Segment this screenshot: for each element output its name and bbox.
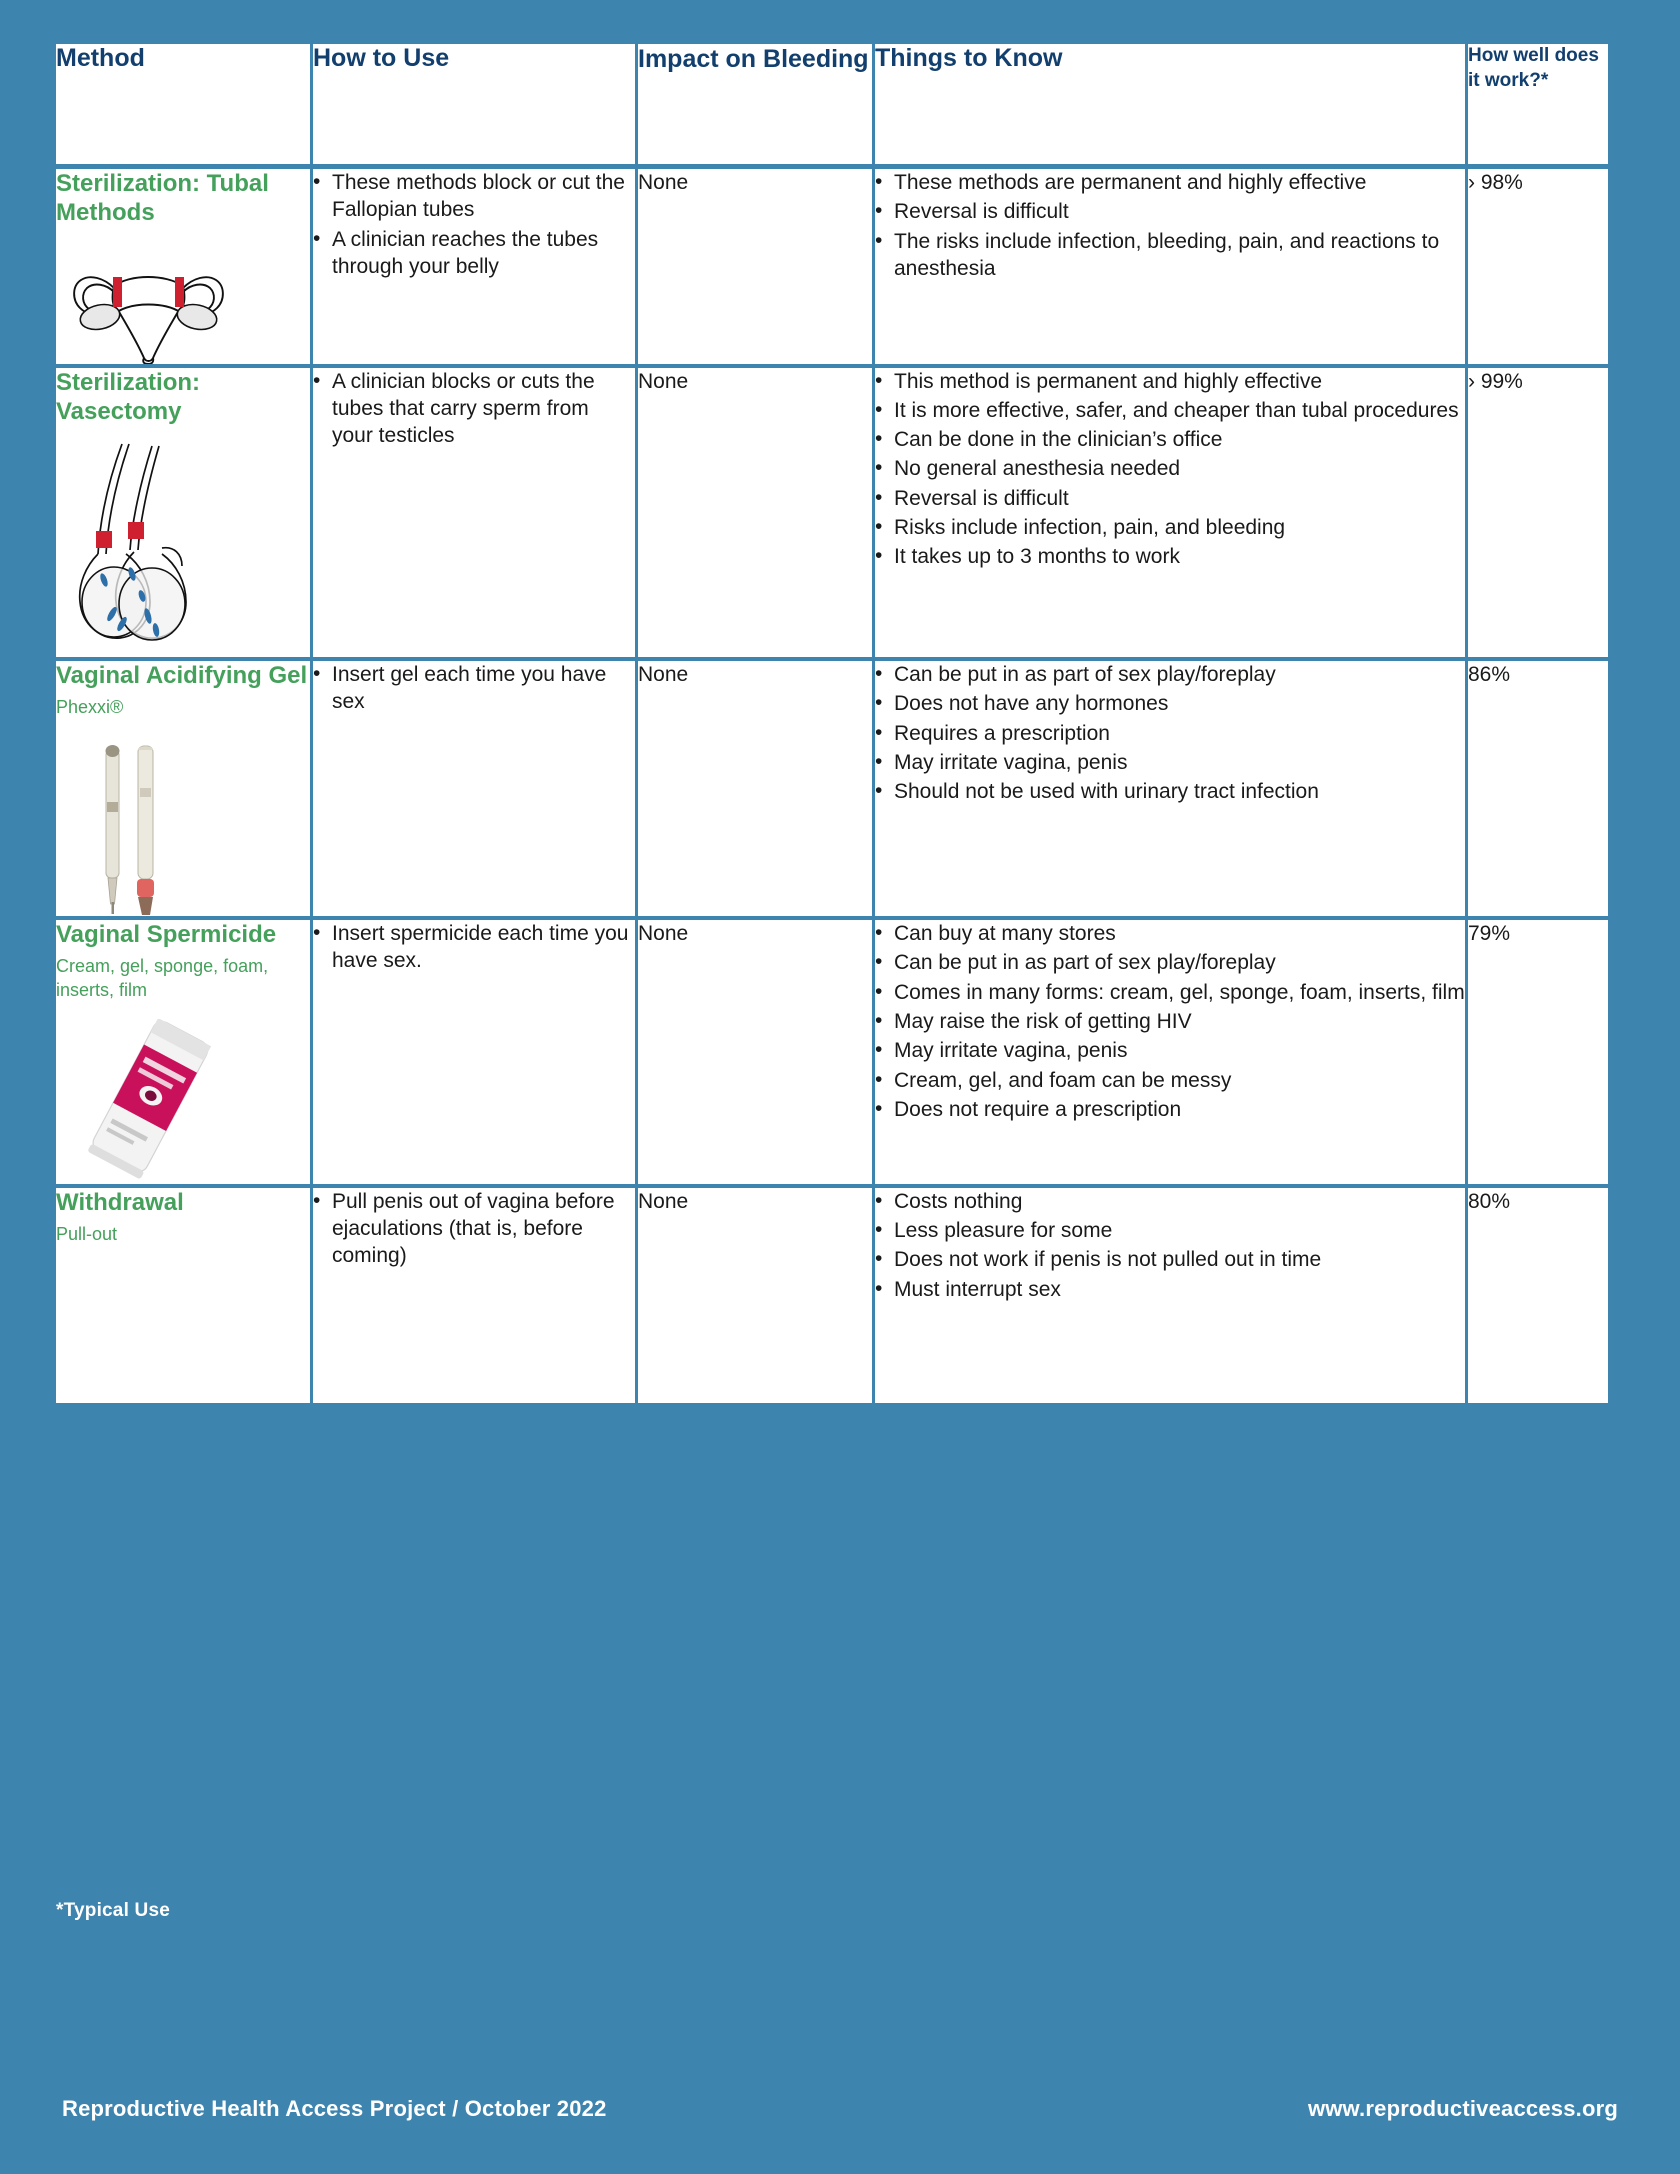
- list-item: • Less pleasure for some: [875, 1217, 1465, 1244]
- efficacy-cell: [1468, 661, 1608, 920]
- how-to-use-cell: [313, 661, 638, 920]
- list-item: • Must interrupt sex: [875, 1276, 1465, 1303]
- things-to-know-cell: [875, 920, 1468, 1188]
- typical-use-footnote: *Typical Use: [56, 1900, 170, 1921]
- methods-table-container: [56, 44, 1608, 1403]
- how-to-use-cell: [313, 920, 638, 1188]
- list-item: • Insert gel each time you have sex: [313, 661, 635, 716]
- list-item: • This method is permanent and highly effective: [875, 368, 1465, 395]
- list-item: • Can be put in as part of sex play/foreplay: [875, 661, 1465, 688]
- header-row: [56, 44, 1608, 169]
- list-item: • Comes in many forms: cream, gel, sponge, foam, inserts, film: [875, 979, 1465, 1006]
- method-cell: [56, 920, 313, 1188]
- efficacy-value: › 99%: [1468, 369, 1523, 393]
- list-item: • Does not work if penis is not pulled out in time: [875, 1246, 1465, 1273]
- list-item: • Requires a prescription: [875, 720, 1465, 747]
- efficacy-cell: [1468, 920, 1608, 1188]
- impact-value: None: [638, 1189, 689, 1213]
- how-to-use-list: [313, 920, 635, 975]
- things-to-know-list: [875, 169, 1465, 282]
- list-item: • Can buy at many stores: [875, 920, 1465, 947]
- how-to-use-list: [313, 169, 635, 280]
- how-to-use-list: [313, 661, 635, 716]
- impact-cell: [638, 920, 875, 1188]
- list-item: • Can be done in the clinician’s office: [875, 426, 1465, 453]
- list-item: • Risks include infection, pain, and bleeding: [875, 514, 1465, 541]
- things-to-know-list: [875, 661, 1465, 805]
- method-subtitle: Cream, gel, sponge, foam, inserts, film: [56, 956, 269, 1001]
- column-header-impact-on-bleeding: Impact on Bleeding: [638, 44, 875, 169]
- gel-applicators-icon: [56, 736, 310, 916]
- method-title: Vaginal Spermicide: [56, 921, 277, 949]
- efficacy-value: 80%: [1468, 1189, 1511, 1213]
- vas-deferens-testicles-icon: [56, 442, 310, 657]
- contraception-methods-table: [56, 44, 1608, 1403]
- things-to-know-cell: [875, 661, 1468, 920]
- list-item: • Costs nothing: [875, 1188, 1465, 1215]
- list-item: • A clinician reaches the tubes through your belly: [313, 226, 635, 281]
- impact-value: None: [638, 369, 689, 393]
- things-to-know-cell: [875, 368, 1468, 662]
- things-to-know-cell: [875, 169, 1468, 368]
- list-item: • A clinician blocks or cuts the tubes that carry sperm from your testicles: [313, 368, 635, 450]
- things-to-know-list: [875, 368, 1465, 571]
- list-item: • Reversal is difficult: [875, 198, 1465, 225]
- list-item: • The risks include infection, bleeding, pain, and reactions to anesthesia: [875, 228, 1465, 283]
- impact-cell: [638, 1188, 875, 1403]
- table-row: [56, 661, 1608, 920]
- list-item: • Can be put in as part of sex play/foreplay: [875, 949, 1465, 976]
- footer-organization-and-date: Reproductive Health Access Project / October 2022: [62, 2096, 607, 2121]
- how-to-use-list: [313, 1188, 635, 1270]
- list-item: • It is more effective, safer, and cheaper than tubal procedures: [875, 397, 1465, 424]
- things-to-know-list: [875, 1188, 1465, 1303]
- column-header-things-to-know: Things to Know: [875, 44, 1468, 169]
- efficacy-cell: [1468, 368, 1608, 662]
- table-row: [56, 1188, 1608, 1403]
- column-header-how-well-does-it-work: How well does it work?*: [1468, 44, 1608, 169]
- footer-website-url[interactable]: www.reproductiveaccess.org: [1307, 2096, 1618, 2121]
- things-to-know-list: [875, 920, 1465, 1123]
- how-to-use-list: [313, 368, 635, 450]
- impact-cell: [638, 661, 875, 920]
- list-item: • Insert spermicide each time you have sex.: [313, 920, 635, 975]
- list-item: • Reversal is difficult: [875, 485, 1465, 512]
- efficacy-value: 86%: [1468, 663, 1511, 687]
- list-item: • Does not require a prescription: [875, 1096, 1465, 1123]
- column-header-how-to-use: How to Use: [313, 44, 638, 169]
- table-body: [56, 169, 1608, 1403]
- list-item: • Pull penis out of vagina before ejaculations (that is, before coming): [313, 1188, 635, 1270]
- table-row: [56, 169, 1608, 368]
- table-header: [56, 44, 1608, 169]
- impact-cell: [638, 368, 875, 662]
- method-subtitle: Pull-out: [56, 1224, 118, 1245]
- efficacy-cell: [1468, 169, 1608, 368]
- table-row: [56, 920, 1608, 1188]
- method-cell: [56, 661, 313, 920]
- how-to-use-cell: [313, 169, 638, 368]
- list-item: • Cream, gel, and foam can be messy: [875, 1067, 1465, 1094]
- list-item: • May irritate vagina, penis: [875, 1037, 1465, 1064]
- method-cell: [56, 169, 313, 368]
- method-title: Sterilization: Tubal Methods: [56, 170, 269, 227]
- table-row: [56, 368, 1608, 662]
- efficacy-value: › 98%: [1468, 171, 1523, 194]
- impact-value: None: [638, 663, 689, 687]
- list-item: • These methods are permanent and highly effective: [875, 169, 1465, 196]
- list-item: • May raise the risk of getting HIV: [875, 1008, 1465, 1035]
- list-item: • Should not be used with urinary tract infection: [875, 778, 1465, 805]
- method-cell: [56, 1188, 313, 1403]
- spermicide-tube-icon: [56, 1019, 310, 1184]
- efficacy-cell: [1468, 1188, 1608, 1403]
- impact-value: None: [638, 922, 689, 946]
- impact-cell: [638, 169, 875, 368]
- page-footer: [0, 2096, 1680, 2122]
- method-cell: [56, 368, 313, 662]
- how-to-use-cell: [313, 1188, 638, 1403]
- method-title: Vaginal Acidifying Gel: [56, 662, 308, 690]
- efficacy-value: 79%: [1468, 922, 1511, 946]
- things-to-know-cell: [875, 1188, 1468, 1403]
- list-item: • May irritate vagina, penis: [875, 749, 1465, 776]
- list-item: • No general anesthesia needed: [875, 455, 1465, 482]
- method-subtitle: Phexxi®: [56, 697, 124, 718]
- impact-value: None: [638, 171, 689, 194]
- uterus-fallopian-tubes-icon: [56, 244, 310, 364]
- how-to-use-cell: [313, 368, 638, 662]
- list-item: • These methods block or cut the Fallopian tubes: [313, 169, 635, 224]
- method-title: Withdrawal: [56, 1188, 184, 1216]
- list-item: • Does not have any hormones: [875, 690, 1465, 717]
- method-title: Sterilization: Vasectomy: [56, 368, 201, 425]
- list-item: • It takes up to 3 months to work: [875, 543, 1465, 570]
- column-header-method: Method: [56, 44, 313, 169]
